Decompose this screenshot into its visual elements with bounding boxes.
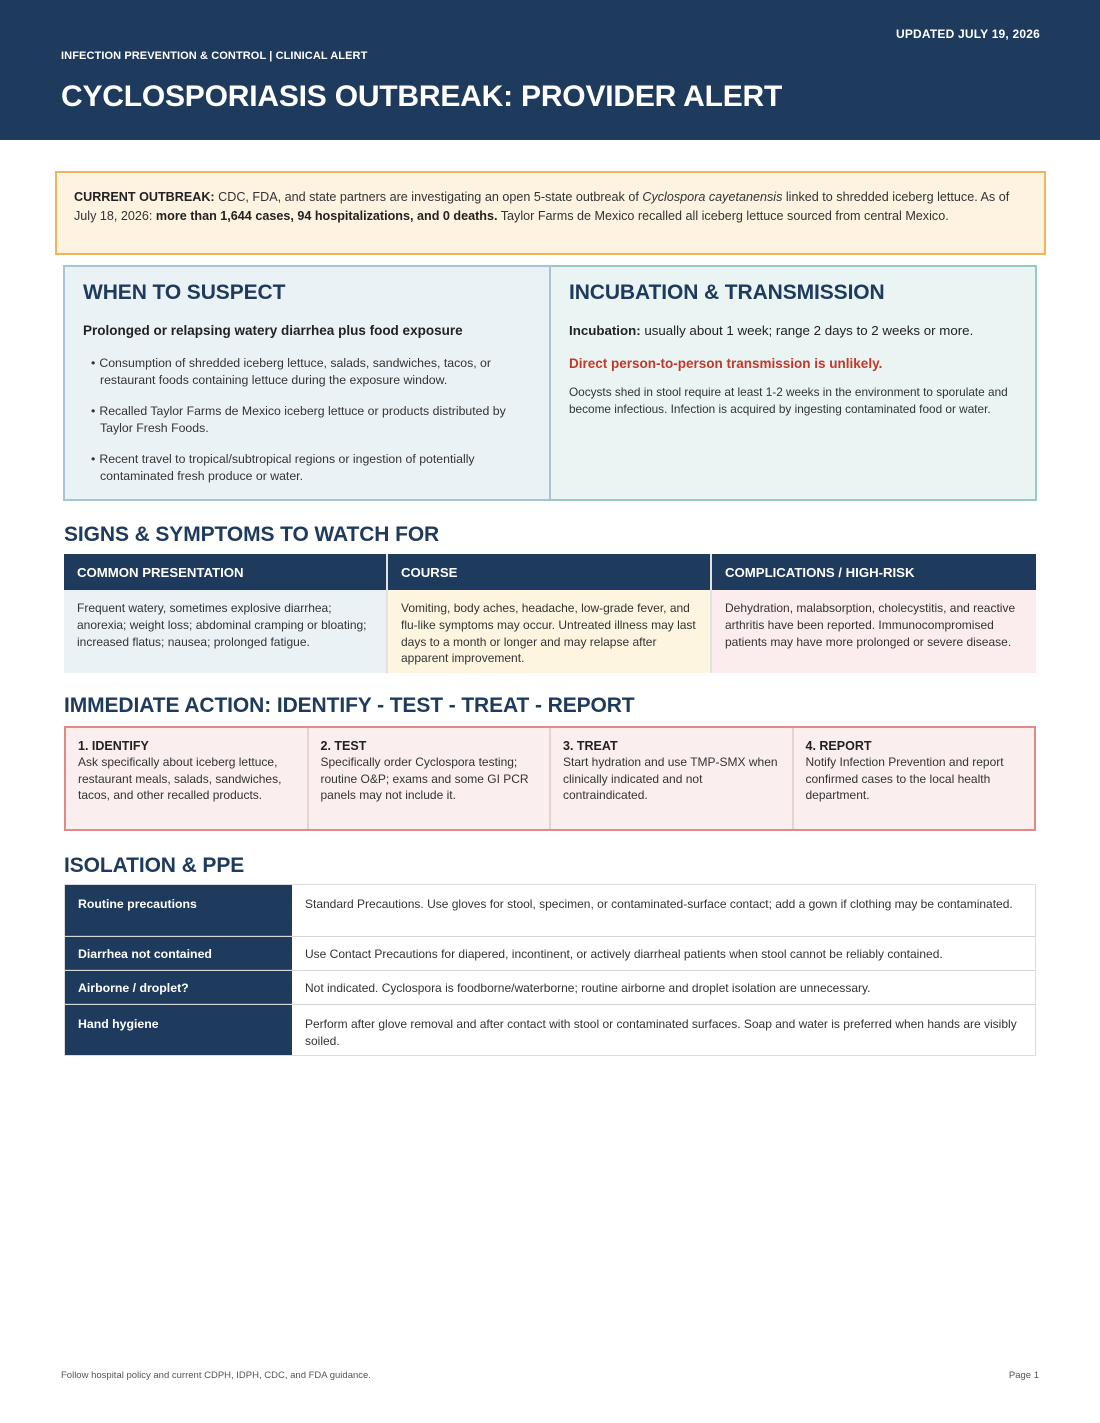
symptoms-column-header: COURSE [388, 554, 710, 590]
outbreak-organism: Cyclospora cayetanensis [642, 190, 783, 204]
isolation-row-text: Perform after glove removal and after contact with stool or contaminated surfaces. Soap and water is preferred when hands are visibly soiled. [305, 1017, 1017, 1048]
symptoms-column-text: Vomiting, body aches, headache, low-grade fever, and flu-like symptoms may occur. Untreated illness may last days to a month or longer and may relapse after apparent improvement. [388, 590, 710, 673]
when-to-suspect-panel [63, 265, 551, 501]
table-row [65, 937, 1035, 971]
incubation-line [569, 323, 1017, 338]
table-row [65, 1005, 1035, 1055]
symptoms-column-header: COMMON PRESENTATION [64, 554, 386, 590]
isolation-row-text: Standard Precautions. Use gloves for stool, specimen, or contaminated-surface contact; add a gown if clothing may be contaminated. [305, 897, 1013, 911]
isolation-row-label: Routine precautions [65, 885, 292, 936]
outbreak-text-1: CDC, FDA, and state partners are investigating an open 5-state outbreak of [214, 190, 643, 204]
suspect-incubation-panels [63, 265, 1037, 501]
oocyst-paragraph: Oocysts shed in stool require at least 1-2 weeks in the environment to sporulate and become infectious. Infection is acquired by ingesting contaminated food or water. [569, 385, 1008, 416]
symptoms-column-header: COMPLICATIONS / HIGH-RISK [712, 554, 1036, 590]
outbreak-text-3: Taylor Farms de Mexico recalled all iceberg lettuce sourced from central Mexico. [497, 209, 949, 223]
action-step-treat [551, 728, 794, 829]
isolation-row-text: Use Contact Precautions for diapered, incontinent, or actively diarrheal patients when stool cannot be reliably contained. [305, 947, 943, 961]
suspect-bullet: • Consumption of shredded iceberg lettuce, salads, sandwiches, tacos, or restaurant foods containing lettuce during the exposure window. [83, 355, 531, 389]
action-step-text: Notify Infection Prevention and report confirmed cases to the local health department. [805, 755, 1004, 803]
outbreak-counts: more than 1,644 cases, 94 hospitalizations, and 0 deaths. [155, 209, 498, 223]
incubation-title: INCUBATION & TRANSMISSION [569, 281, 885, 304]
outbreak-text-2: linked to shredded iceberg lettuce. As of July 18, 2026: [74, 190, 1010, 223]
footer-note: Follow hospital policy and current CDPH, IDPH, CDC, and FDA guidance. [61, 1370, 371, 1381]
table-row [65, 971, 1035, 1005]
symptoms-column-text: Dehydration, malabsorption, cholecystitis, and reactive arthritis have been reported. Immunocompromised patients may have more prolonged or severe disease. [712, 590, 1036, 673]
transmission-warning: Direct person-to-person transmission is unlikely. [569, 356, 883, 371]
action-step-title: 4. REPORT [805, 739, 872, 753]
header-banner [0, 0, 1100, 140]
suspect-bullet: • Recalled Taylor Farms de Mexico iceberg lettuce or products distributed by Taylor Fresh Foods. [83, 403, 531, 437]
outbreak-label: CURRENT OUTBREAK: [74, 190, 215, 204]
action-step-text: Start hydration and use TMP-SMX when clinically indicated and not contraindicated. [563, 755, 778, 803]
current-outbreak-callout [55, 171, 1046, 255]
action-step-identify [66, 728, 309, 829]
isolation-row-text: Not indicated. Cyclospora is foodborne/waterborne; routine airborne and droplet isolation are unnecessary. [305, 981, 871, 995]
suspect-bullet: • Recent travel to tropical/subtropical regions or ingestion of potentially contaminated fresh produce or water. [83, 451, 531, 485]
symptoms-column [388, 554, 712, 673]
symptoms-column-text: Frequent watery, sometimes explosive diarrhea; anorexia; weight loss; abdominal cramping or bloating; increased flatus; nausea; prolonged fatigue. [64, 590, 386, 673]
updated-date: UPDATED JULY 19, 2026 [895, 27, 1040, 41]
action-section-title: IMMEDIATE ACTION: IDENTIFY - TEST - TREAT - REPORT [64, 694, 635, 717]
symptoms-column [64, 554, 388, 673]
isolation-row-label: Diarrhea not contained [65, 937, 292, 970]
symptoms-column [712, 554, 1036, 673]
page-title: CYCLOSPORIASIS OUTBREAK: PROVIDER ALERT [61, 80, 783, 113]
table-row [65, 885, 1035, 937]
isolation-row-label: Hand hygiene [65, 1005, 292, 1055]
isolation-section-title: ISOLATION & PPE [64, 854, 245, 877]
incubation-label: Incubation: [569, 323, 641, 338]
action-step-title: 2. TEST [320, 739, 367, 753]
symptoms-section-title: SIGNS & SYMPTOMS TO WATCH FOR [64, 523, 440, 546]
suspect-bullet-list [83, 355, 531, 485]
header-kicker: INFECTION PREVENTION & CONTROL | CLINICAL ALERT [61, 50, 368, 62]
when-to-suspect-subtitle: Prolonged or relapsing watery diarrhea plus food exposure [83, 323, 463, 338]
action-step-report [794, 728, 1035, 829]
page-number: Page 1 [1008, 1370, 1039, 1381]
action-step-test [309, 728, 552, 829]
incubation-transmission-panel [551, 265, 1037, 501]
when-to-suspect-title: WHEN TO SUSPECT [83, 281, 286, 304]
action-step-title: 3. TREAT [563, 739, 618, 753]
isolation-table [64, 884, 1036, 1056]
action-step-text: Specifically order Cyclospora testing; routine O&P; exams and some GI PCR panels may not include it. [320, 755, 529, 803]
isolation-row-label: Airborne / droplet? [65, 971, 292, 1004]
symptoms-table [64, 554, 1036, 673]
action-steps [64, 726, 1036, 831]
incubation-text: usually about 1 week; range 2 days to 2 weeks or more. [640, 323, 974, 338]
action-step-title: 1. IDENTIFY [78, 739, 149, 753]
action-step-text: Ask specifically about iceberg lettuce, restaurant meals, salads, sandwiches, tacos, and other recalled products. [78, 755, 282, 803]
